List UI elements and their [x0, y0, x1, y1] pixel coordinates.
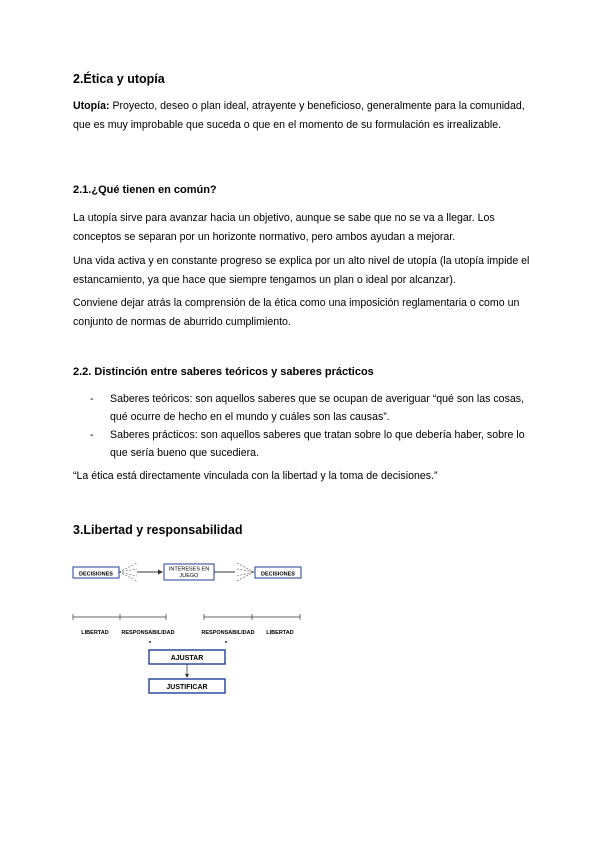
interests-label-line2: JUEGO — [179, 573, 199, 579]
bottom-boxes — [149, 650, 225, 693]
dot — [149, 641, 151, 643]
ajustar-label: AJUSTAR — [170, 655, 204, 662]
utopia-definition-text: Proyecto, deseo o plan ideal, atrayente y beneficioso, generalmente para la comunidad, que es muy improbable que suceda o que en el momento de su formulación es irrealizable. — [73, 100, 525, 131]
interests-label-line1: INTERESES EN — [168, 566, 210, 573]
paragraph-2-1-b: Una vida activa y en constante progreso se explica por un alto nivel de utopía (la utopía impide el estancamiento, ya que hace que siempre tengamos un plan o ideal por alcanzar). — [73, 255, 530, 286]
ray — [119, 569, 137, 572]
paragraph-2-1-c: Conviene dejar atrás la comprensión de la ética como una imposición reglamentaria o como un conjunto de normas de aburrido cumplimiento. — [73, 297, 520, 328]
bullet-dash: - — [90, 393, 94, 405]
label-libertad-right: LIBERTAD — [266, 630, 294, 636]
section-3-title: 3.Libertad y responsabilidad — [73, 523, 243, 537]
bullet-text: Saberes prácticos: son aquellos saberes que tratan sobre lo que debería haber, sobre lo que sería bueno que sucediera. — [110, 429, 525, 459]
section-2-2-title: 2.2. Distinción entre saberes teóricos y saberes prácticos — [73, 366, 374, 378]
decisions-label-left: DECISIONES — [79, 571, 113, 578]
ray — [237, 572, 254, 581]
paragraph-2-1-a: La utopía sirve para avanzar hacia un objetivo, aunque se sabe que no se va a llegar. Los conceptos se separan por un horizonte normativo, pero ambos ayudan a mejorar. — [73, 212, 495, 243]
quote: “La ética está directamente vinculada con la libertad y la toma de decisiones.” — [73, 470, 438, 482]
label-responsabilidad-left: RESPONSABILIDAD — [121, 630, 175, 636]
label-libertad-left: LIBERTAD — [81, 630, 109, 636]
dot — [225, 641, 227, 643]
arrow-head — [158, 570, 163, 575]
freedom-responsibility-diagram — [0, 555, 600, 715]
justificar-label: JUSTIFICAR — [166, 684, 208, 691]
bullet-text: Saberes teóricos: son aquellos saberes que se ocupan de averiguar “qué son las cosas, qué ocurre de hecho en el mundo y cuáles son las causas”. — [110, 393, 524, 423]
section-2-1-title: 2.1.¿Qué tienen en común? — [73, 184, 217, 196]
utopia-term: Utopía: — [73, 100, 110, 112]
ray — [119, 572, 137, 581]
scale-row — [73, 614, 300, 643]
decisions-label-right: DECISIONES — [261, 571, 295, 578]
top-row — [73, 563, 301, 581]
utopia-definition — [73, 97, 533, 135]
label-responsabilidad-right: RESPONSABILIDAD — [201, 630, 255, 636]
bullet-dash: - — [90, 429, 94, 441]
section-2-title: 2.Ética y utopía — [73, 72, 165, 86]
ray — [119, 563, 137, 572]
connector-arrow — [185, 674, 189, 678]
ray — [119, 572, 137, 576]
ray — [237, 572, 254, 576]
ray — [237, 569, 254, 572]
